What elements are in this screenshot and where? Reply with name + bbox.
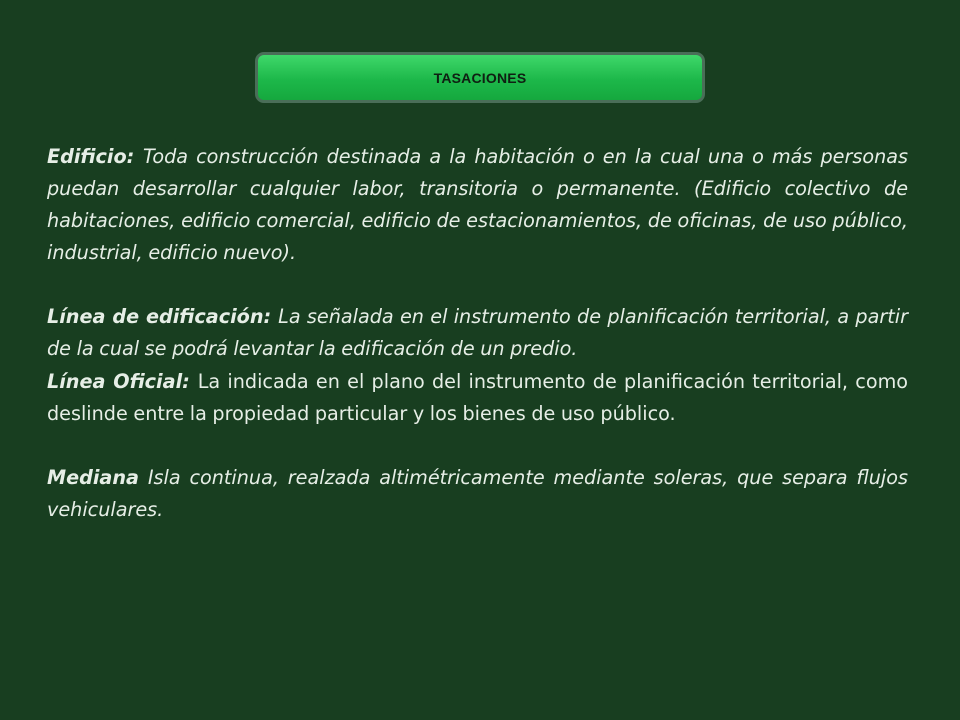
slide-title-box bbox=[255, 52, 705, 103]
definition-separator: : bbox=[182, 369, 198, 393]
definition-term: Línea Oficial bbox=[47, 369, 183, 393]
definition-separator: : bbox=[126, 145, 144, 168]
paragraph-gap bbox=[47, 430, 908, 462]
definition-mediana bbox=[47, 462, 908, 526]
definition-text: La señalada en el instrumento de planificación territorial, a partir de la cual se podrá levantar la edificación de un predio. bbox=[47, 305, 908, 361]
definition-term: Edificio bbox=[47, 145, 127, 168]
definition-linea-edificacion bbox=[47, 301, 908, 365]
definition-edificio bbox=[47, 141, 908, 269]
definitions-body bbox=[47, 141, 908, 526]
definition-text: Isla continua, realzada altimétricamente mediante soleras, que separa flujos vehiculares. bbox=[47, 465, 908, 521]
definition-text: La indicada en el plano del instrumento de planificación territorial, como deslinde entre la propiedad particular y los bienes de uso público. bbox=[47, 369, 909, 425]
definition-text: Toda construcción destinada a la habitación o en la cual una o más personas puedan desarrollar cualquier labor, transitoria o permanente. (Edificio colectivo de habitaciones, edificio comercial, edificio de estacionamientos, de oficinas, de uso público, industrial, edificio nuevo). bbox=[47, 145, 909, 265]
definition-term: Mediana bbox=[47, 465, 139, 489]
definition-separator: : bbox=[263, 305, 279, 329]
definition-separator bbox=[139, 466, 148, 489]
paragraph-gap bbox=[47, 269, 908, 301]
slide-title: TASACIONES bbox=[433, 69, 527, 86]
definition-term: Línea de edificación bbox=[47, 305, 264, 329]
definition-linea-oficial bbox=[47, 366, 908, 430]
